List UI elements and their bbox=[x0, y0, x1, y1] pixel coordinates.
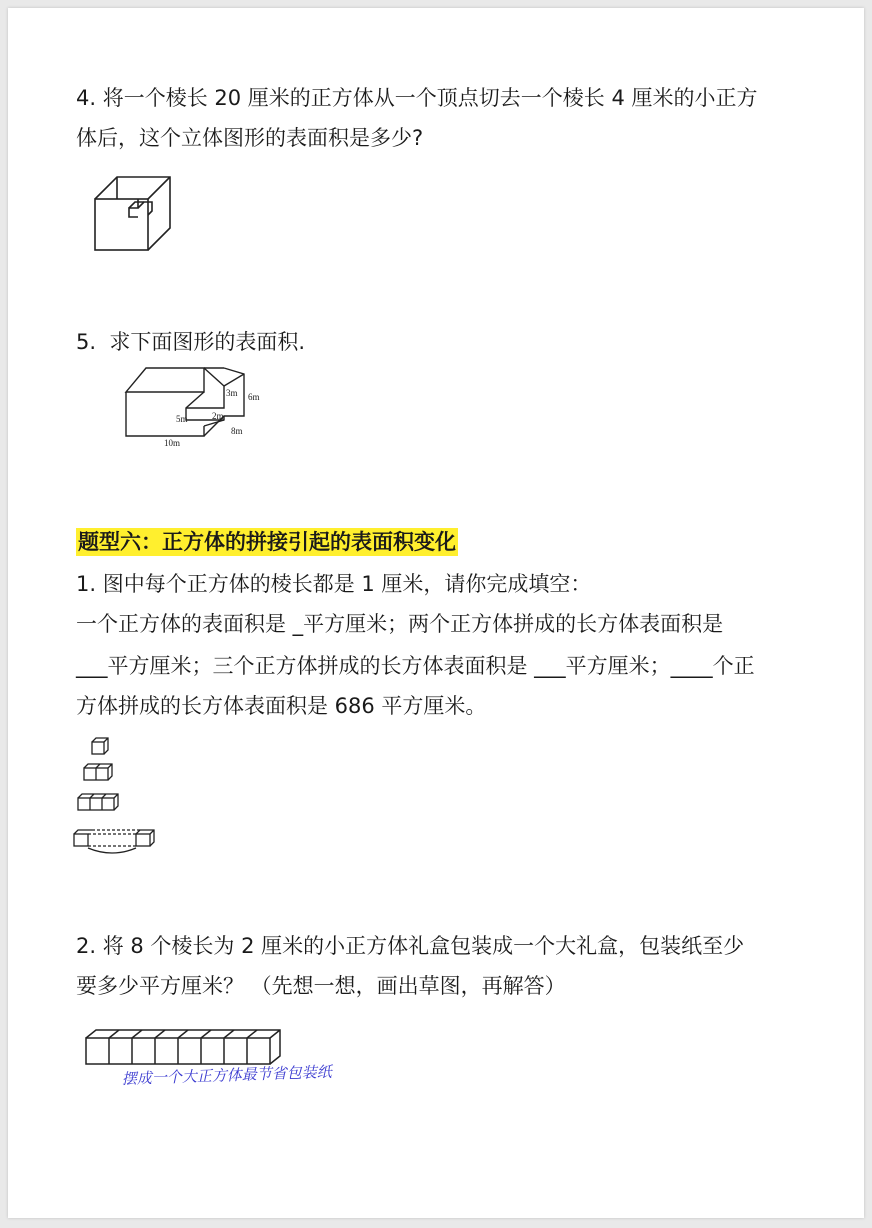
svg-text:摆成一个大正方体最节省包装纸: 摆成一个大正方体最节省包装纸 bbox=[121, 1062, 333, 1088]
s1-line-3: ___平方厘米；三个正方体拼成的长方体表面积是 ___平方厘米；____个正 bbox=[76, 654, 755, 678]
many-cubes bbox=[74, 830, 154, 853]
s1-cube-stacks-figure bbox=[70, 726, 170, 856]
two-cubes bbox=[84, 764, 112, 780]
three-cubes bbox=[78, 794, 118, 810]
s2-handwritten-note bbox=[120, 1062, 333, 1092]
label-10m: 10m bbox=[164, 438, 181, 448]
q5-text: 5. 求下面图形的表面积. bbox=[76, 330, 306, 354]
q4-cube-figure bbox=[92, 174, 182, 258]
label-5m: 5m bbox=[176, 414, 188, 424]
s1-line-4: 方体拼成的长方体表面积是 686 平方厘米。 bbox=[76, 694, 487, 718]
q5-dimension-labels bbox=[116, 366, 276, 450]
q4-line-2: 体后，这个立体图形的表面积是多少? bbox=[76, 126, 424, 150]
label-2m: 2m bbox=[212, 411, 224, 421]
one-cube bbox=[92, 738, 108, 754]
label-8m: 8m bbox=[231, 426, 243, 436]
label-6m: 6m bbox=[248, 392, 260, 402]
worksheet-page bbox=[8, 8, 864, 1218]
q4-line-1: 4. 将一个棱长 20 厘米的正方体从一个顶点切去一个棱长 4 厘米的小正方 bbox=[76, 86, 758, 110]
s2-line-2: 要多少平方厘米？ （先想一想，画出草图，再解答） bbox=[76, 974, 566, 998]
s1-line-1: 1. 图中每个正方体的棱长都是 1 厘米，请你完成填空： bbox=[76, 572, 592, 596]
section-heading: 题型六：正方体的拼接引起的表面积变化 bbox=[78, 530, 456, 554]
label-3m: 3m bbox=[226, 388, 238, 398]
s2-line-1: 2. 将 8 个棱长为 2 厘米的小正方体礼盒包装成一个大礼盒，包装纸至少 bbox=[76, 934, 745, 958]
s1-line-2: 一个正方体的表面积是 _平方厘米；两个正方体拼成的长方体表面积是 bbox=[76, 612, 724, 636]
